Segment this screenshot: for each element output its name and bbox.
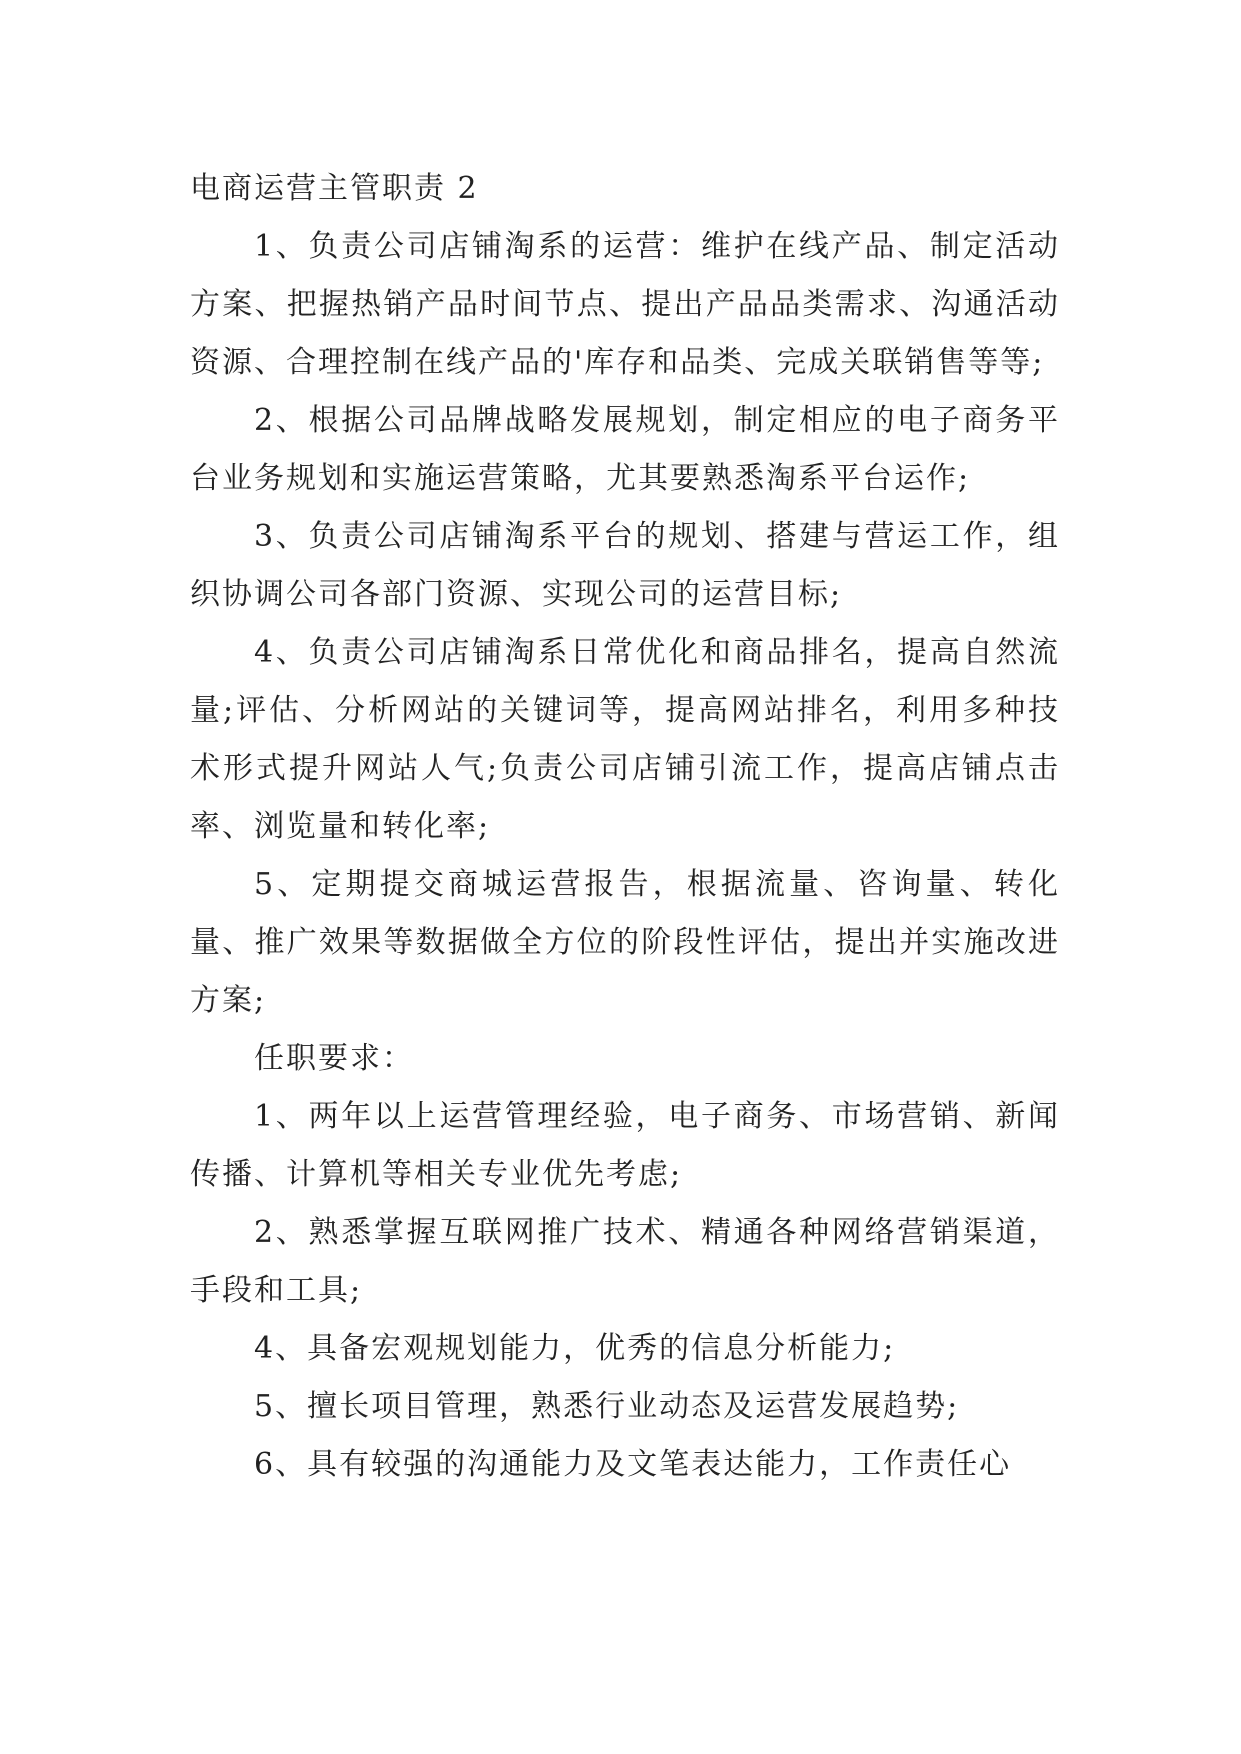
paragraph: 1、两年以上运营管理经验，电子商务、市场营销、新闻传播、计算机等相关专业优先考虑; [190,1099,1060,1192]
paragraph: 5、定期提交商城运营报告，根据流量、咨询量、转化量、推广效果等数据做全方位的阶段性评估，提出并实施改进方案; [190,867,1060,1018]
paragraph: 2、熟悉掌握互联网推广技术、精通各种网络营销渠道，手段和工具; [190,1215,1060,1308]
section-heading-requirements: 任职要求： [254,1041,414,1076]
paragraph: 6、具有较强的沟通能力及文笔表达能力，工作责任心 [254,1447,1012,1482]
paragraph: 4、具备宏观规划能力，优秀的信息分析能力; [254,1331,896,1366]
document-title: 电商运营主管职责 2 [190,171,479,206]
paragraph: 2、根据公司品牌战略发展规划，制定相应的电子商务平台业务规划和实施运营策略，尤其要熟悉淘系平台运作; [190,403,1060,496]
paragraph: 3、负责公司店铺淘系平台的规划、搭建与营运工作，组织协调公司各部门资源、实现公司的运营目标; [190,519,1060,612]
document-body [190,160,1060,1494]
paragraph: 4、负责公司店铺淘系日常优化和商品排名，提高自然流量;评估、分析网站的关键词等，提高网站排名，利用多种技术形式提升网站人气;负责公司店铺引流工作，提高店铺点击率、浏览量和转化率; [190,635,1060,844]
paragraph: 1、负责公司店铺淘系的运营：维护在线产品、制定活动方案、把握热销产品时间节点、提出产品品类需求、沟通活动资源、合理控制在线产品的'库存和品类、完成关联销售等等; [190,229,1060,380]
paragraph: 5、擅长项目管理，熟悉行业动态及运营发展趋势; [254,1389,960,1424]
